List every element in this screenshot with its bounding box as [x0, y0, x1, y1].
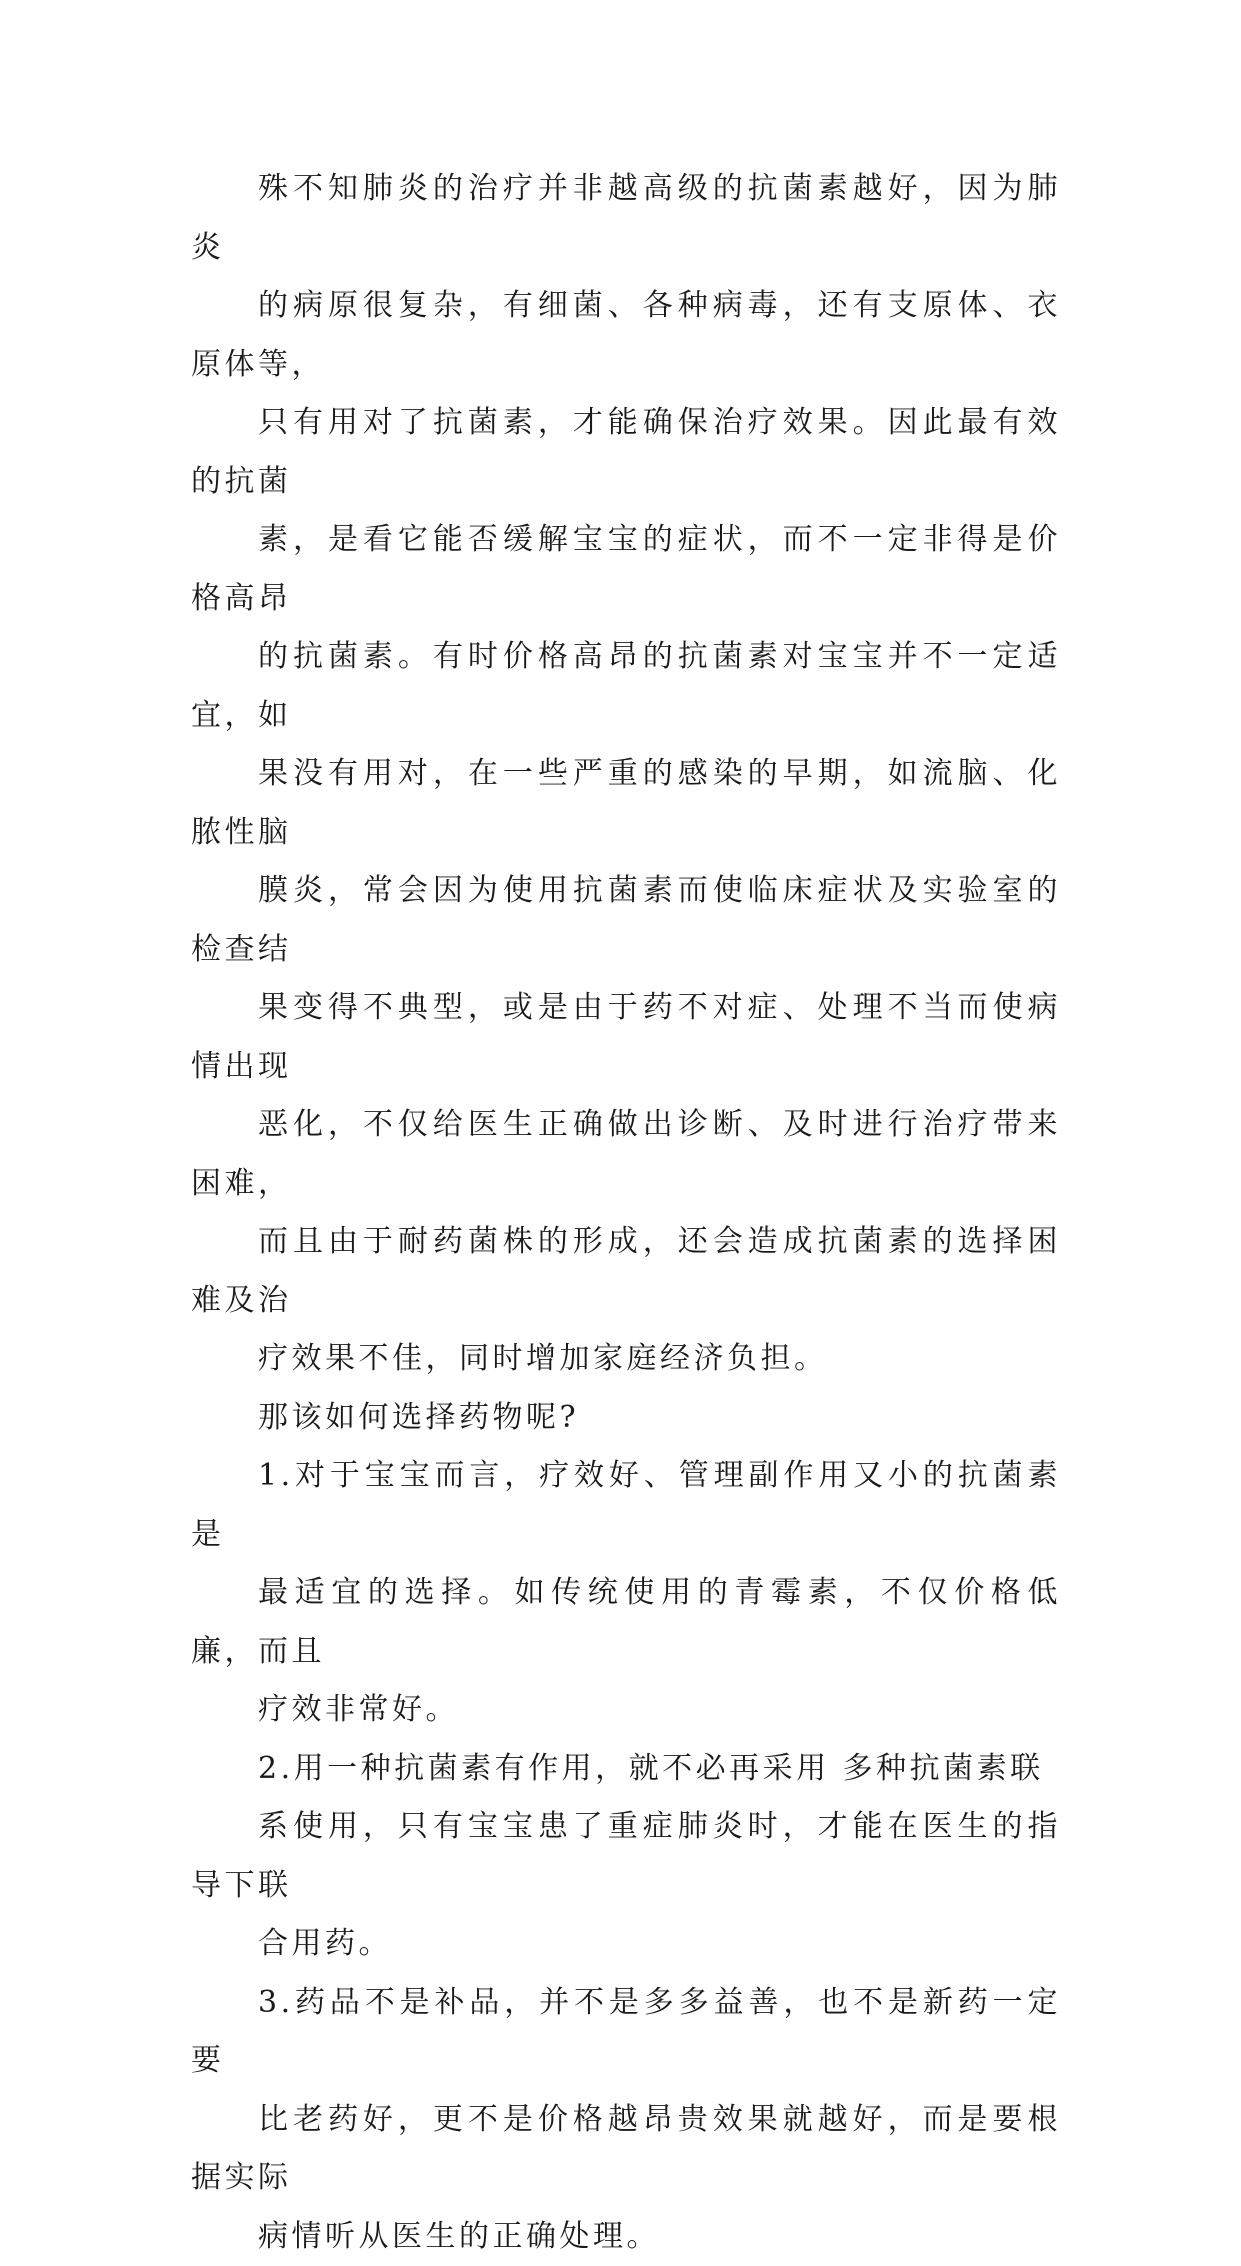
text-line: 恶化，不仅给医生正确做出诊断、及时进行治疗带来困难，	[191, 1096, 1061, 1213]
text-line: 那该如何选择药物呢?	[191, 1389, 1061, 1448]
text-line: 只有用对了抗菌素，才能确保治疗效果。因此最有效的抗菌	[191, 394, 1061, 511]
text-line: 疗效果不佳，同时增加家庭经济负担。	[191, 1330, 1061, 1389]
text-line: 的抗菌素。有时价格高昂的抗菌素对宝宝并不一定适宜，如	[191, 628, 1061, 745]
text-line: 果没有用对，在一些严重的感染的早期，如流脑、化脓性脑	[191, 745, 1061, 862]
text-line: 素，是看它能否缓解宝宝的症状，而不一定非得是价格高昂	[191, 511, 1061, 628]
text-line: 3.药品不是补品，并不是多多益善，也不是新药一定要	[191, 1974, 1061, 2091]
text-line: 病情听从医生的正确处理。	[191, 2208, 1061, 2266]
text-line: 果变得不典型，或是由于药不对症、处理不当而使病情出现	[191, 979, 1061, 1096]
text-line: 2.用一种抗菌素有作用，就不必再采用 多种抗菌素联	[191, 1740, 1061, 1799]
text-line: 疗效非常好。	[191, 1681, 1061, 1740]
paragraph-antibiotic-choice	[191, 160, 1061, 1389]
text-line: 系使用，只有宝宝患了重症肺炎时，才能在医生的指导下联	[191, 1798, 1061, 1915]
paragraph-question	[191, 1389, 1061, 1448]
text-line: 殊不知肺炎的治疗并非越高级的抗菌素越好，因为肺炎	[191, 160, 1061, 277]
text-line: 合用药。	[191, 1915, 1061, 1974]
text-line: 最适宜的选择。如传统使用的青霉素，不仅价格低廉，而且	[191, 1564, 1061, 1681]
document-body	[191, 160, 1061, 2266]
paragraph-point-2	[191, 1740, 1061, 1974]
text-line: 比老药好，更不是价格越昂贵效果就越好，而是要根据实际	[191, 2091, 1061, 2208]
text-line: 膜炎，常会因为使用抗菌素而使临床症状及实验室的检查结	[191, 862, 1061, 979]
text-line: 的病原很复杂，有细菌、各种病毒，还有支原体、衣原体等，	[191, 277, 1061, 394]
text-line: 1.对于宝宝而言，疗效好、管理副作用又小的抗菌素是	[191, 1447, 1061, 1564]
paragraph-point-3	[191, 1974, 1061, 2266]
paragraph-point-1	[191, 1447, 1061, 1740]
text-line: 而且由于耐药菌株的形成，还会造成抗菌素的选择困难及治	[191, 1213, 1061, 1330]
